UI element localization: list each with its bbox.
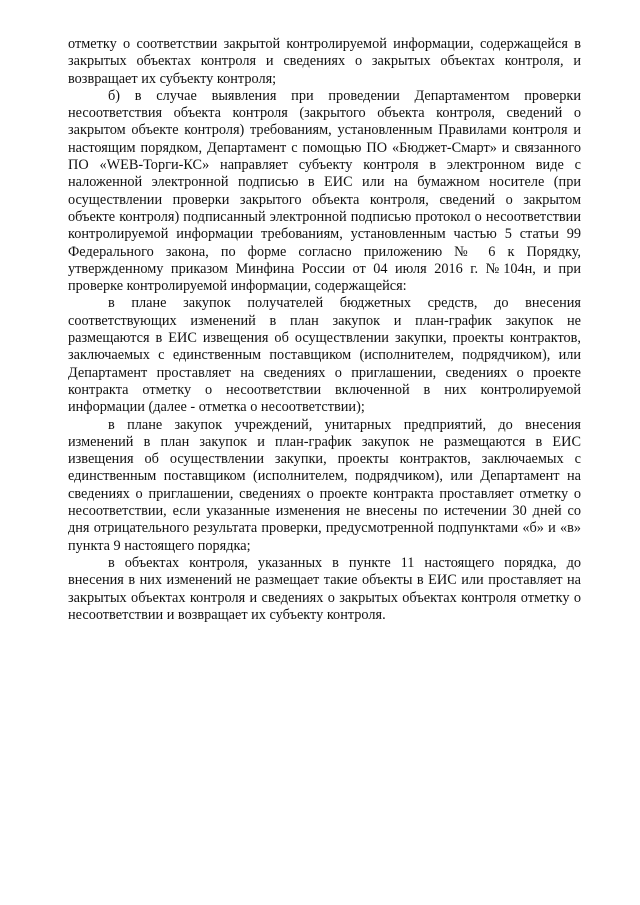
paragraph-2: б) в случае выявления при проведении Департаментом проверки несоответствия объекта контроля (закрытого объекта контроля, сведений о закрытом объекте контроля) требованиям, установленным Правилами контроля и настоящим порядком, Департамент с помощью ПО «Бюджет-Смарт» и связанного ПО «WEB-Торги-КС» направляет субъекту контроля в электронном виде с наложенной электронной подписью в ЕИС или на бумажном носителе (при осуществлении проверки закрытого объекта контроля, сведений о закрытом объекте контроля) подписанный электронной подписью протокол о несоответствии контролируемой информации требованиям, установленным частью 5 статьи 99 Федерального закона, по форме согласно приложению № 6 к Порядку, утвержденному приказом Минфина России от 04 июля 2016 г. №104н, и при проверке контролируемой информации, содержащейся:: [68, 87, 581, 295]
paragraph-5: в объектах контроля, указанных в пункте 11 настоящего порядка, до внесения в них изменений не размещает такие объекты в ЕИС или проставляет на закрытых объектах контроля и сведениях о закрытых объектах контроля отметку о несоответствии и возвращает их субъекту контроля.: [68, 554, 581, 623]
paragraph-3: в плане закупок получателей бюджетных средств, до внесения соответствующих изменений в план закупок и план-график закупок не размещаются в ЕИС извещения об осуществлении закупки, проекты контрактов, заключаемых с единственным поставщиком (исполнителем, подрядчиком), или Департамент проставляет на сведениях о приглашении, сведениях о проекте контракта отметку о несоответствии включенной в них контролируемой информации (далее - отметка о несоответствии);: [68, 295, 581, 416]
document-page: [68, 36, 581, 624]
paragraph-4: в плане закупок учреждений, унитарных предприятий, до внесения изменений в план закупок и план-график закупок не размещаются в ЕИС извещения об осуществлении закупки, проекты контрактов, заключаемых с единственным поставщиком (исполнителем, подрядчиком), или Департамент на сведениях о приглашении, сведениях о проекте контракта проставляет отметку о несоответствии, если указанные изменения не внесены по истечении 30 дней со дня отрицательного результата проверки, предусмотренной подпунктами «б» и «в» пункта 9 настоящего порядка;: [68, 416, 581, 554]
paragraph-1: отметку о соответствии закрытой контролируемой информации, содержащейся в закрытых объектах контроля и сведениях о закрытых объектах контроля, и возвращает их субъекту контроля;: [68, 36, 581, 87]
